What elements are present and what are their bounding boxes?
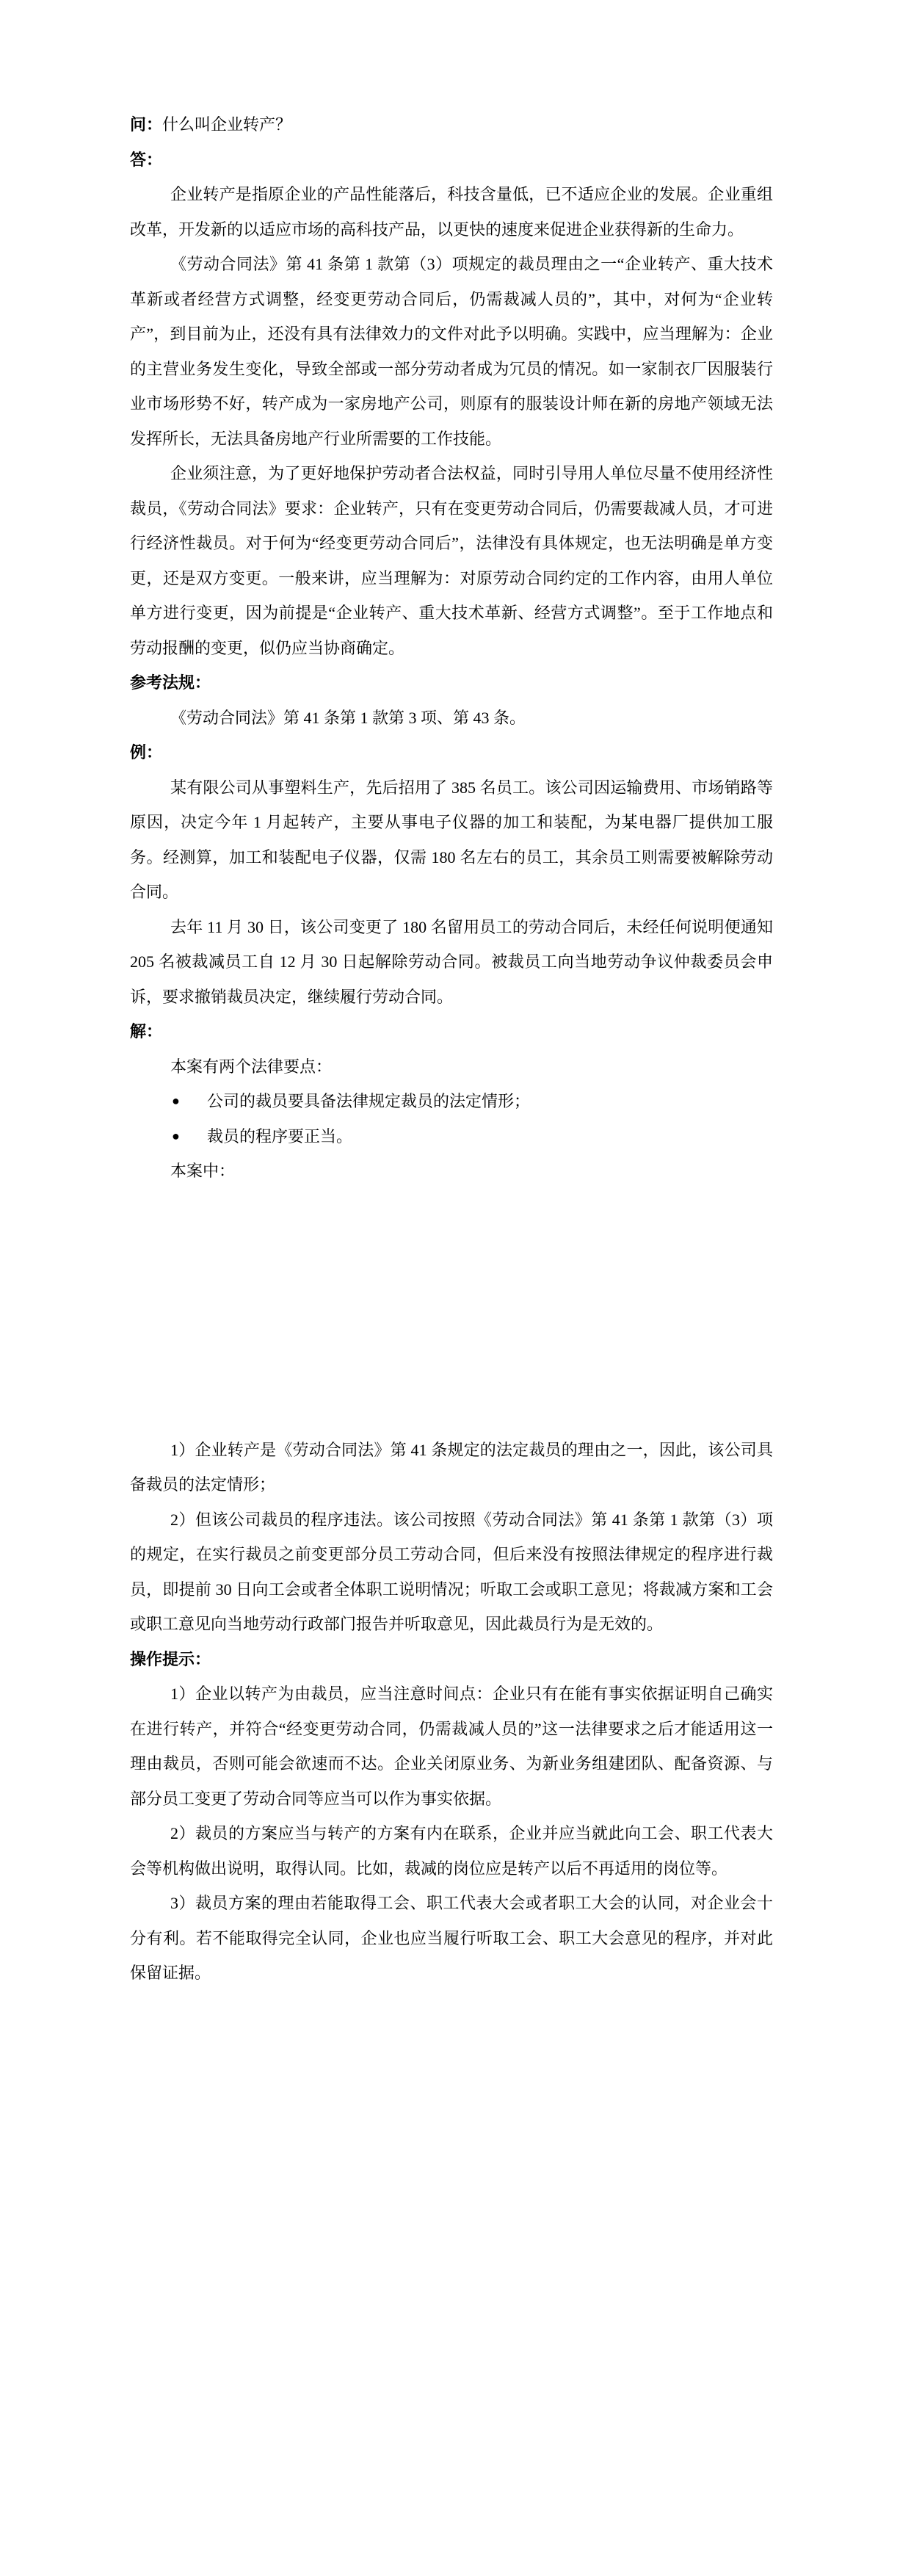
- list-item: [130, 1084, 773, 1119]
- bullet-icon: ●: [172, 1128, 180, 1143]
- reference-heading: 参考法规：: [130, 673, 211, 692]
- example-paragraph-2: 去年 11 月 30 日，该公司变更了 180 名留用员工的劳动合同后，未经任何说明便通知 205 名被裁减员工自 12 月 30 日起解除劳动合同。被裁员工向当地劳动争议仲裁委员会申诉，要求撤销裁员决定，继续履行劳动合同。: [130, 917, 773, 1006]
- bullet-icon: ●: [172, 1093, 180, 1108]
- tips-paragraph-1: 1）企业以转产为由裁员，应当注意时间点：企业只有在能有事实依据证明自己确实在进行转产，并符合“经变更劳动合同，仍需裁减人员的”这一法律要求之后才能适用这一理由裁员，否则可能会欲速而不达。企业关闭原业务、为新业务组建团队、配备资源、与部分员工变更了劳动合同等应当可以作为事实依据。: [130, 1685, 773, 1808]
- answer-paragraph-2: 《劳动合同法》第 41 条第 1 款第（3）项规定的裁员理由之一“企业转产、重大技术革新或者经营方式调整，经变更劳动合同后，仍需裁减人员的”，其中，对何为“企业转产”，到目前为止，还没有具有法律效力的文件对此予以明确。实践中，应当理解为：企业的主营业务发生变化，导致全部或一部分劳动者成为冗员的情况。如一家制衣厂因服装行业市场形势不好，转产成为一家房地产公司，则原有的服装设计师在新的房地产领域无法发挥所长，无法具备房地产行业所需要的工作技能。: [130, 255, 773, 448]
- reference-text: 《劳动合同法》第 41 条第 1 款第 3 项、第 43 条。: [170, 708, 526, 727]
- tips-paragraph-3: 3）裁员方案的理由若能取得工会、职工代表大会或者职工大会的认同，对企业会十分有利。若不能取得完全认同，企业也应当履行听取工会、职工大会意见的程序，并对此保留证据。: [130, 1894, 773, 1982]
- answer-paragraph-1: 企业转产是指原企业的产品性能落后，科技含量低，已不适应企业的发展。企业重组改革，开发新的以适应市场的高科技产品，以更快的速度来促进企业获得新的生命力。: [130, 185, 773, 239]
- bullet-text-1: 公司的裁员要具备法律规定裁员的法定情形；: [207, 1092, 531, 1110]
- analysis-point-1: 1）企业转产是《劳动合同法》第 41 条规定的法定裁员的理由之一，因此，该公司具备裁员的法定情形；: [130, 1440, 773, 1494]
- bullet-text-2: 裁员的程序要正当。: [207, 1126, 353, 1146]
- example-heading: 例：: [130, 743, 163, 761]
- example-paragraph-1: 某有限公司从事塑料生产，先后招用了 385 名员工。该公司因运输费用、市场销路等原因，决定今年 1 月起转产，主要从事电子仪器的加工和装配，为某电器厂提供加工服务。经测算，加工和装配电子仪器，仅需 180 名左右的员工，其余员工则需要被解除劳动合同。: [130, 778, 773, 901]
- blank-space: [130, 1189, 773, 1433]
- case-label: 本案中：: [170, 1162, 236, 1180]
- question-text: 什么叫企业转产？: [162, 115, 292, 134]
- analysis-point-2: 2）但该公司裁员的程序违法。该公司按照《劳动合同法》第 41 条第 1 款第（3）项的规定，在实行裁员之前变更部分员工劳动合同，但后来没有按照法律规定的程序进行裁员，即提前 30 日向工会或者全体职工说明情况；听取工会或职工意见；将裁减方案和工会或职工意见向当地劳动行政部门报告并听取意见，因此裁员行为是无效的。: [130, 1510, 773, 1633]
- answer-paragraph-3: 企业须注意，为了更好地保护劳动者合法权益，同时引导用人单位尽量不使用经济性裁员，《劳动合同法》要求：企业转产，只有在变更劳动合同后，仍需要裁减人员，才可进行经济性裁员。对于何为“经变更劳动合同后”，法律没有具体规定，也无法明确是单方变更，还是双方变更。一般来讲，应当理解为：对原劳动合同约定的工作内容，由用人单位单方进行变更，因为前提是“企业转产、重大技术革新、经营方式调整”。至于工作地点和劳动报酬的变更，似仍应当协商确定。: [130, 464, 773, 657]
- analysis-intro: 本案有两个法律要点：: [170, 1057, 333, 1076]
- list-item: [130, 1119, 773, 1154]
- question-line: [130, 107, 773, 142]
- tips-heading: 操作提示：: [130, 1649, 211, 1668]
- analysis-heading: 解：: [130, 1022, 163, 1041]
- answer-label: 答：: [130, 150, 163, 169]
- question-label: 问：: [130, 115, 163, 134]
- tips-paragraph-2: 2）裁员的方案应当与转产的方案有内在联系，企业并应当就此向工会、职工代表大会等机构做出说明，取得认同。比如，裁减的岗位应是转产以后不再适用的岗位等。: [130, 1824, 773, 1878]
